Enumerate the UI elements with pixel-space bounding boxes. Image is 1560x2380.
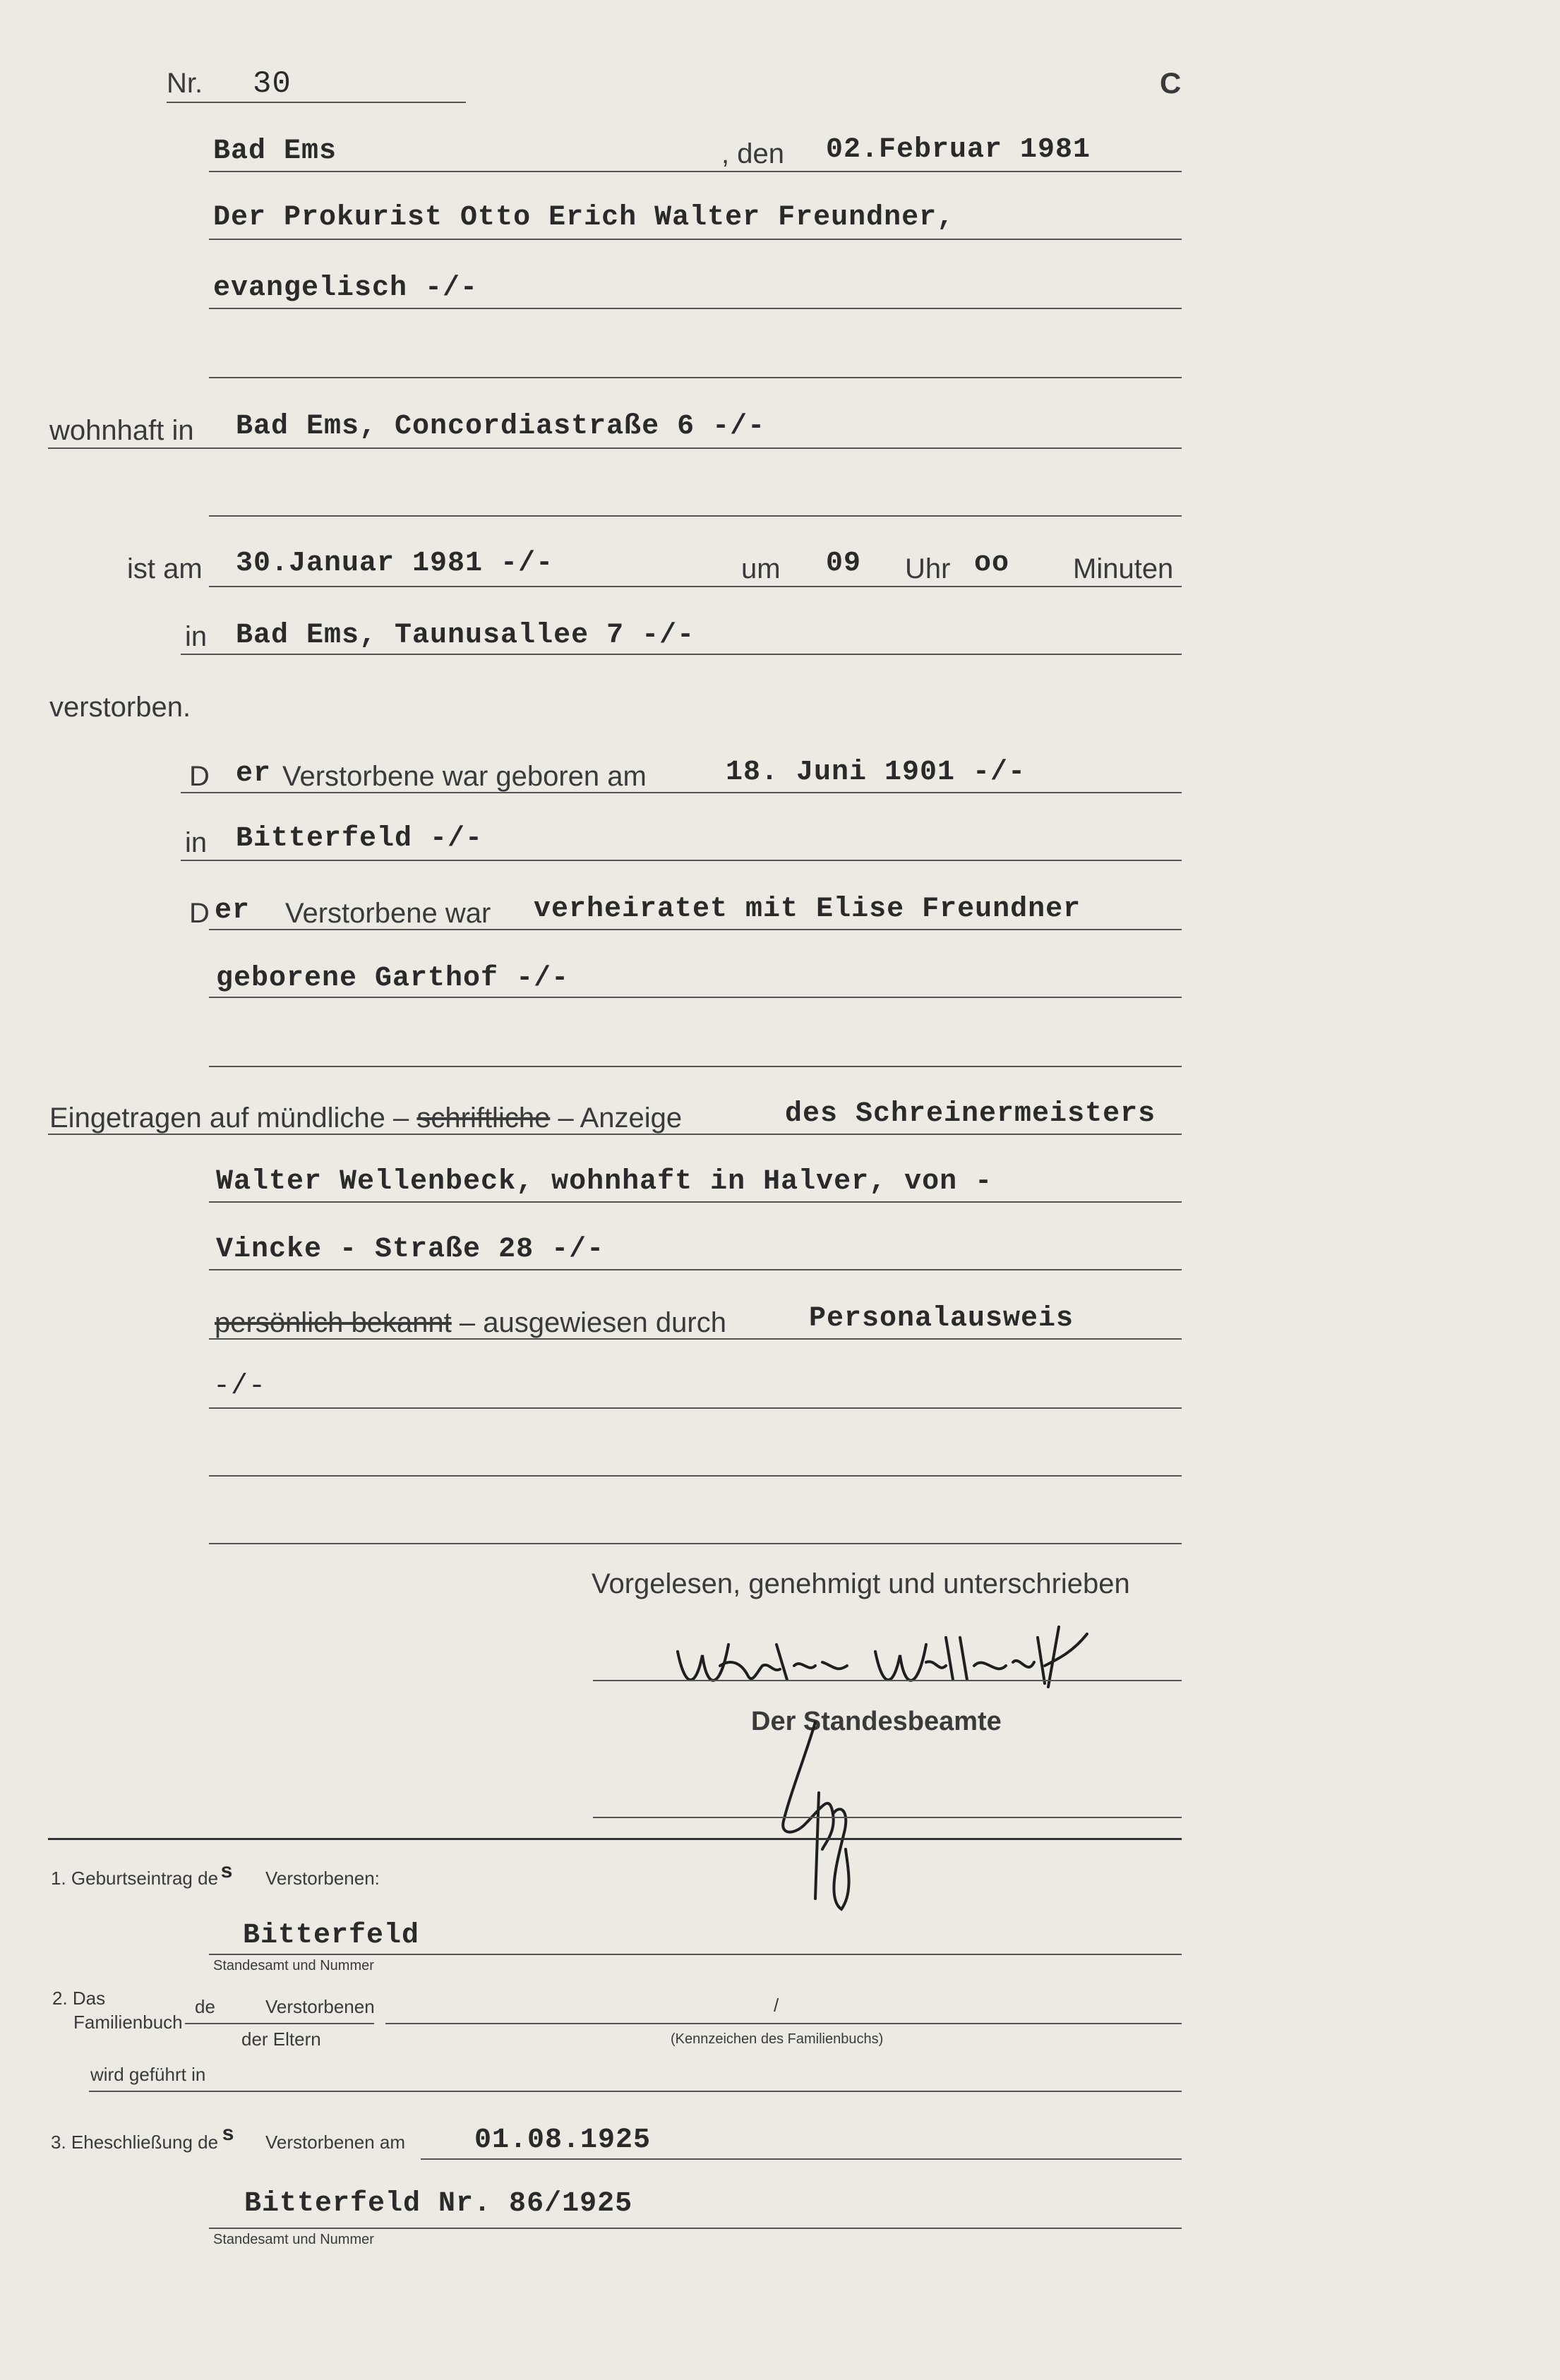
footer-item2-kennzeichen: (Kennzeichen des Familienbuchs)	[671, 2031, 884, 2047]
id-line	[209, 1338, 1182, 1340]
birth-place-label: in	[185, 827, 208, 858]
religion: evangelisch -/-	[213, 272, 479, 304]
religion-line	[209, 308, 1182, 309]
footer-item2-line	[385, 2023, 1182, 2024]
um-label: um	[741, 553, 781, 584]
blank-line-1	[209, 377, 1182, 378]
footer-item2-slash: /	[774, 1995, 779, 2016]
registration-label-a: Eingetragen auf mündliche –	[49, 1102, 409, 1134]
footer-item2-wird-line	[89, 2091, 1182, 2092]
id-line-2	[209, 1407, 1182, 1409]
footer-item3-label-b: Verstorbenen am	[265, 2132, 406, 2153]
footer-item2-de: de	[195, 1996, 215, 2017]
minuten-label: Minuten	[1073, 553, 1174, 584]
footer-standesamt-label-2: Standesamt und Nummer	[213, 2232, 374, 2247]
footer-item2-mid-line	[185, 2023, 374, 2024]
known-label: – ausgewiesen durch	[459, 1307, 726, 1338]
informant-line-3: Vincke - Straße 28 -/-	[216, 1234, 605, 1266]
marital-prefix: D	[189, 898, 210, 929]
footer-item2-wird: wird geführt in	[90, 2064, 206, 2085]
birth-prefix-fill: er	[236, 758, 272, 790]
den-label: , den	[721, 138, 784, 169]
footer-item3-fill: s	[222, 2123, 236, 2147]
footer-item2-verstorbenen: Verstorbenen	[265, 1996, 375, 2017]
blank-line-3	[209, 1066, 1182, 1067]
footer-marriage-date: 01.08.1925	[474, 2124, 652, 2156]
residence-value: Bad Ems, Concordiastraße 6 -/-	[236, 411, 766, 443]
registrar-signature-line	[593, 1817, 1182, 1818]
footer-item2-label-a: 2. Das	[52, 1988, 106, 2009]
informant-signature	[664, 1623, 1115, 1701]
marital-status: verheiratet mit Elise Freundner	[534, 894, 1081, 925]
document-date: 02.Februar 1981	[826, 134, 1091, 166]
registration-label	[49, 1102, 682, 1134]
residence-line	[48, 447, 1182, 449]
informant-line-2: Walter Wellenbeck, wohnhaft in Halver, von -	[216, 1166, 993, 1198]
registration-label-b: – Anzeige	[558, 1102, 683, 1134]
informant-line-2-rule	[209, 1201, 1182, 1203]
blank-line-5	[209, 1543, 1182, 1544]
verstorben-label: verstorben.	[49, 692, 191, 723]
informant-line-1: des Schreinermeisters	[785, 1098, 1156, 1130]
birth-place-line	[181, 860, 1182, 861]
death-minutes: oo	[974, 548, 1010, 579]
residence-label: wohnhaft in	[49, 415, 194, 446]
blank-line-4	[209, 1475, 1182, 1477]
series-letter: C	[1160, 66, 1182, 100]
registrar-signature	[762, 1708, 882, 1920]
footer-standesamt-label-1: Standesamt und Nummer	[213, 1958, 374, 1973]
birth-date: 18. Juni 1901 -/-	[726, 757, 1026, 788]
footer-item3-register-line	[209, 2228, 1182, 2229]
footer-item1-fill: s	[220, 1861, 234, 1885]
birth-prefix: D	[189, 761, 210, 792]
death-date-label: ist am	[127, 553, 203, 584]
place-date-line	[209, 171, 1182, 172]
id-document-2: -/-	[213, 1371, 267, 1402]
registration-struck: schriftliche	[416, 1102, 551, 1134]
death-place-label: in	[185, 621, 208, 652]
id-document: Personalausweis	[809, 1303, 1074, 1335]
footer-marriage-register: Bitterfeld Nr. 86/1925	[244, 2188, 633, 2220]
footer-item3-line	[421, 2158, 1182, 2160]
register-number: 30	[253, 66, 292, 102]
birth-date-line	[181, 792, 1182, 793]
birth-place: Bitterfeld -/-	[236, 823, 484, 855]
footer-birth-register: Bitterfeld	[243, 1920, 420, 1952]
nr-underline	[167, 102, 466, 103]
footer-item1-line	[209, 1954, 1182, 1955]
uhr-label: Uhr	[905, 553, 951, 584]
marital-line-2	[209, 997, 1182, 998]
death-time-line	[209, 586, 1182, 587]
birth-label: Verstorbene war geboren am	[282, 761, 647, 792]
deceased-line	[209, 239, 1182, 240]
marital-line	[209, 929, 1182, 930]
footer-item1-label-a: 1. Geburtseintrag de	[51, 1868, 219, 1889]
footer-divider	[48, 1838, 1182, 1840]
footer-item2-label-b: Familienbuch	[73, 2012, 183, 2033]
read-approved-label: Vorgelesen, genehmigt und unterschrieben	[592, 1568, 1130, 1599]
registrar-label: Der Standesbeamte	[751, 1707, 1002, 1736]
death-date: 30.Januar 1981 -/-	[236, 548, 554, 579]
place: Bad Ems	[213, 136, 337, 167]
known-struck: persönlich bekannt	[215, 1307, 452, 1338]
marital-label: Verstorbene war	[285, 898, 491, 929]
footer-item1-label-b: Verstorbenen:	[265, 1868, 380, 1889]
informant-line-3-rule	[209, 1269, 1182, 1270]
death-place-line	[181, 654, 1182, 655]
blank-line-2	[209, 515, 1182, 517]
registration-line	[48, 1134, 1182, 1135]
deceased-name: Der Prokurist Otto Erich Walter Freundner,	[213, 202, 955, 234]
nr-label: Nr.	[167, 68, 203, 99]
marital-status-2: geborene Garthof -/-	[216, 963, 570, 994]
marital-prefix-fill: er	[215, 895, 251, 927]
informant-signature-line	[593, 1680, 1182, 1681]
footer-item3-label-a: 3. Eheschließung de	[51, 2132, 219, 2153]
death-hour: 09	[826, 548, 862, 579]
identification-label	[215, 1307, 726, 1339]
footer-item2-eltern: der Eltern	[241, 2029, 321, 2050]
death-place: Bad Ems, Taunusallee 7 -/-	[236, 620, 695, 651]
